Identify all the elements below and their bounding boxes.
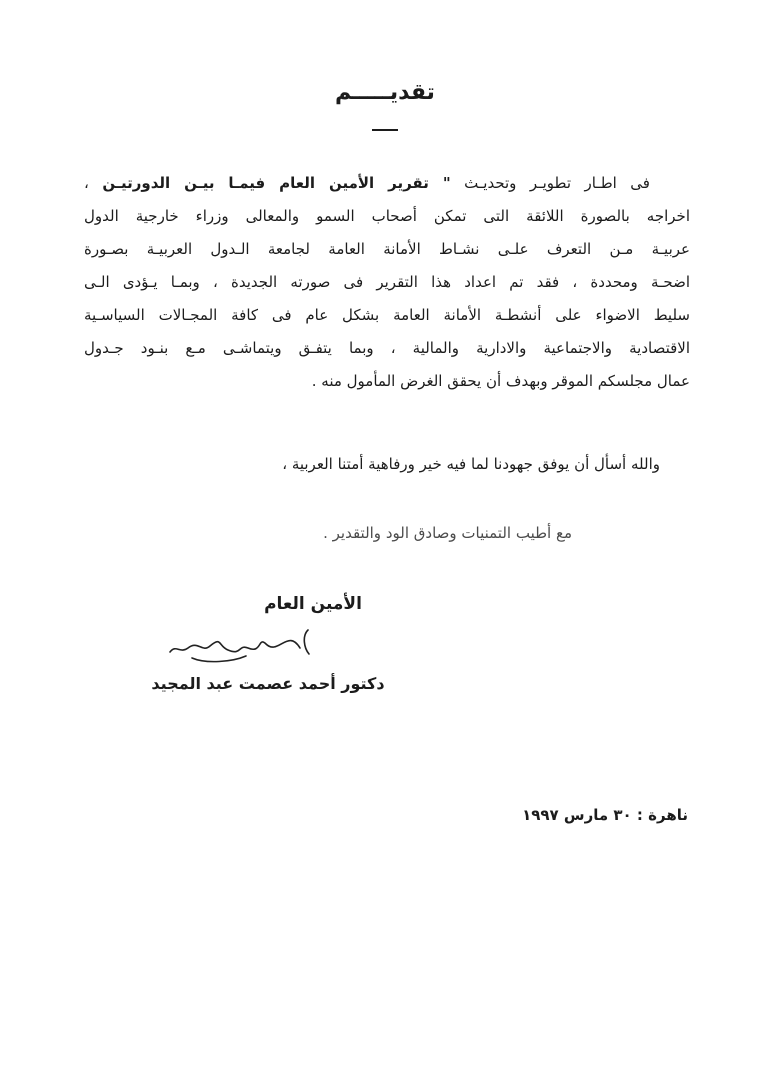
date-line: ناهرة : ٣٠ مارس ١٩٩٧ (522, 806, 688, 824)
signature-block (148, 594, 388, 693)
line1-prefix: فى اطـار تطويـر وتحديـث (450, 174, 650, 192)
body-line: عربيـة مـن التعرف علـى نشـاط الأمانة العامة لجامعة الـدول العربيـة بصـورة (84, 240, 690, 258)
body-line: الاقتصادية والاجتماعية والادارية والمالية ، وبما يتفـق ويتماشـى مـع بنـود جـدول (84, 339, 690, 357)
body-line: اخراجه بالصورة اللائقة التى تمكن أصحاب السمو والمعالى وزراء خارجية الدول (84, 207, 690, 225)
signature-title: الأمين العام (264, 594, 362, 614)
body-paragraph (84, 167, 690, 398)
regards-line: مع أطيب التمنيات وصادق الود والتقدير . (323, 524, 572, 542)
body-line: سليط الاضواء على أنشطـة الأمانة العامة بشكل عام فى كافة المجـالات السياسـية (84, 306, 690, 324)
body-line (84, 167, 690, 200)
line1-report-title: " تقرير الأمين العام فيمـا بيـن الدورتيـن (102, 174, 451, 192)
body-line: اضحـة ومحددة ، فقد تم اعداد هذا التقرير فى صورته الجديدة ، وبمـا يـؤدى الـى (84, 273, 690, 291)
prayer-line: والله أسأل أن يوفق جهودنا لما فيه خير ورفاهية أمتنا العربية ، (282, 455, 660, 473)
body-line: عمال مجلسكم الموقر وبهدف أن يحقق الغرض المأمول منه . (311, 372, 690, 390)
handwritten-signature-icon (162, 622, 312, 670)
signatory-name: دكتور أحمد عصمت عبد المجيد (151, 674, 385, 693)
line1-suffix: ، (84, 174, 89, 192)
page-title: تقديـــــم (335, 80, 435, 105)
title-dash (372, 129, 398, 131)
